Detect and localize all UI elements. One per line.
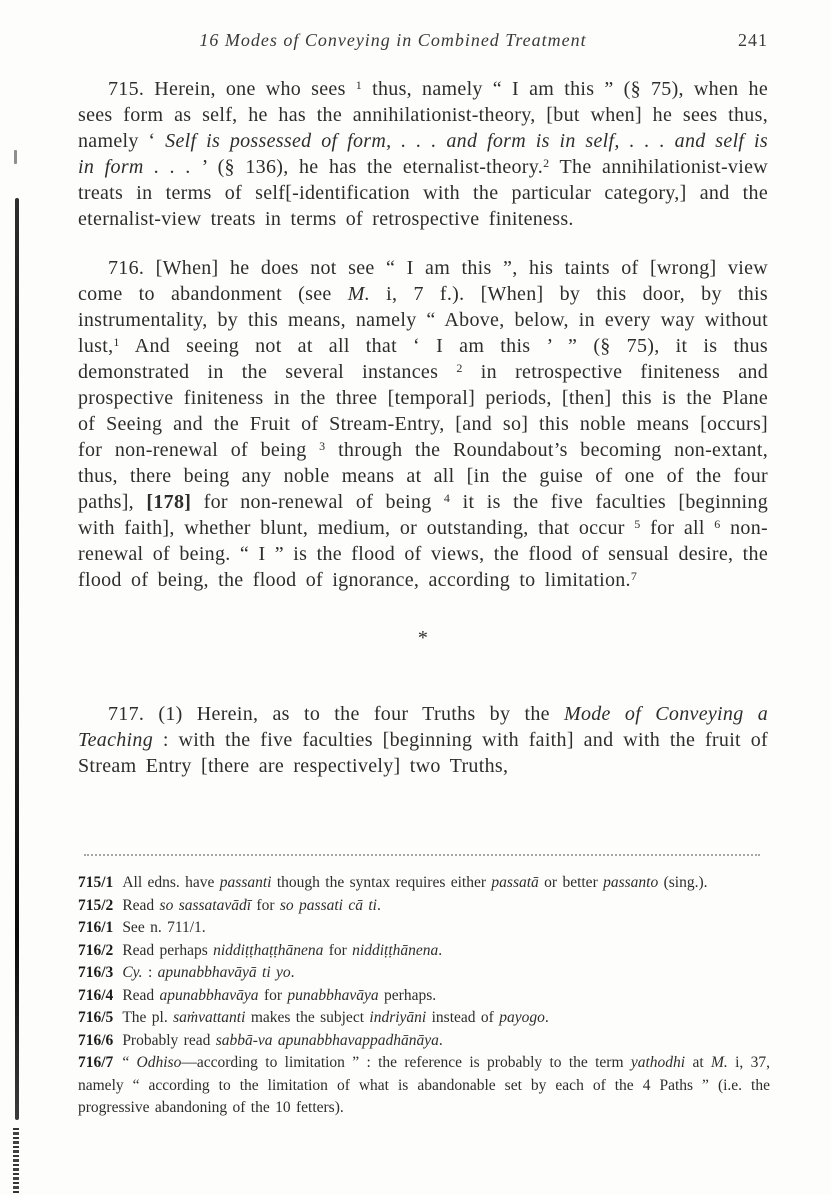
text-run: Cy. bbox=[122, 964, 143, 981]
text-run: niddiṭṭhaṭṭhānena bbox=[213, 941, 324, 959]
scan-artifact-dot bbox=[14, 150, 17, 164]
text-run: Probably read bbox=[122, 1031, 216, 1049]
footnote-label: 716/4 bbox=[78, 986, 114, 1004]
footnotes-list bbox=[78, 872, 770, 1120]
text-run: for bbox=[323, 941, 353, 959]
section-break-asterisk bbox=[78, 625, 768, 651]
text-run: or better bbox=[538, 874, 604, 891]
paragraph-716 bbox=[78, 255, 768, 593]
footnote-reference: 2 bbox=[456, 361, 463, 375]
footnote-label: 715/1 bbox=[78, 874, 114, 891]
footnote-reference: 1 bbox=[113, 335, 120, 349]
text-run: Read bbox=[122, 986, 160, 1004]
footnote-label: 716/1 bbox=[78, 919, 114, 936]
text-run: . bbox=[544, 1009, 549, 1026]
text-run: in retrospective finiteness and prospective finiteness in the three [temporal] periods, [then] this is the Plane of Seeing and the Fruit of Stream-Entry, [and so] this noble means [occurs] for non-renewal of being bbox=[78, 361, 769, 461]
text-run: The annihilationist-view treats in terms of self[-identification with the particular category,] and the eternalist-view treats in terms of retrospective finiteness. bbox=[78, 156, 768, 230]
text-run: for bbox=[251, 896, 280, 914]
text-run: yathodhi bbox=[630, 1054, 686, 1071]
text-run: M. bbox=[347, 283, 370, 305]
footnote-715-1 bbox=[78, 872, 770, 895]
footnote-label: 716/5 bbox=[78, 1009, 114, 1026]
text-run: All edns. have bbox=[122, 874, 220, 891]
text-run: instead of bbox=[426, 1009, 500, 1026]
text-run: though the syntax requires either bbox=[271, 874, 492, 891]
footnote-reference: 7 bbox=[630, 569, 638, 583]
footnote-reference: 5 bbox=[634, 517, 641, 531]
text-run: for all bbox=[640, 517, 715, 539]
text-run: Read bbox=[122, 896, 160, 914]
header-title: 16 Modes of Conveying in Combined Treatment bbox=[199, 30, 587, 50]
scan-artifact-line bbox=[15, 198, 19, 1120]
text-run: Read perhaps bbox=[122, 941, 214, 959]
text-run: through the Roundabout’s becoming non-extant, thus, there being any noble means at all [in the guise of one of the four paths], bbox=[78, 439, 768, 513]
text-run: thus, namely “ I am this ” (§ 75), when he sees form as self, he has the annihilationist-theory, [but when] he sees thus, namely ‘ bbox=[78, 78, 768, 152]
text-run: : with the five faculties [beginning with faith] and with the fruit of Stream Entry [there are respectively] two Truths, bbox=[78, 729, 768, 777]
footnote-label: 716/6 bbox=[78, 1031, 114, 1049]
text-run: non-renewal of being. “ I ” is the flood of views, the flood of sensual desire, the flood of being, the flood of ignorance, according to limitation. bbox=[78, 517, 768, 591]
text-run: for non-renewal of being bbox=[191, 491, 444, 513]
text-run: i, 37, namely “ according to the limitation of what is abandonable set by each of the 4 Paths ” (i.e. the progressive abandoning of the 10 fetters). bbox=[78, 1054, 770, 1116]
paragraph-717 bbox=[78, 701, 768, 779]
text-run: The pl. bbox=[122, 1009, 174, 1026]
text-run: passanti bbox=[219, 874, 272, 891]
text-run: See n. 711/1. bbox=[122, 919, 206, 936]
text-run: 717. (1) Herein, as to the four Truths by the bbox=[108, 703, 564, 725]
paragraph-715 bbox=[78, 76, 768, 232]
text-run: indriyāni bbox=[369, 1009, 427, 1026]
text-run: apunabbhavāya bbox=[159, 986, 259, 1004]
text-run: And seeing not at all that ‘ I am this ’ ” (§ 75), it is thus demonstrated in the several instances bbox=[78, 335, 768, 383]
footnote-716-2 bbox=[78, 940, 770, 963]
footnote-reference: 3 bbox=[319, 439, 326, 453]
text-run: M. bbox=[710, 1054, 728, 1071]
text-run: apunabbhavāyā ti yo bbox=[157, 964, 291, 981]
running-header bbox=[78, 30, 768, 54]
footnote-reference: 1 bbox=[355, 78, 363, 92]
footnote-716-5 bbox=[78, 1007, 770, 1030]
text-run: payogo bbox=[499, 1009, 545, 1026]
footnote-separator bbox=[84, 854, 760, 856]
footnote-716-1 bbox=[78, 917, 770, 940]
text-run: sabbā-va apunabbhavappadhānāya bbox=[215, 1031, 439, 1049]
text-run: saṁvattanti bbox=[173, 1009, 246, 1026]
footnote-reference: 4 bbox=[443, 491, 451, 505]
footnote-716-3 bbox=[78, 962, 770, 985]
page-number: 241 bbox=[738, 30, 768, 50]
footnote-label: 716/2 bbox=[78, 941, 114, 959]
text-run: for bbox=[258, 986, 288, 1004]
text-run: niddiṭṭhānena bbox=[352, 941, 439, 959]
body-text bbox=[78, 76, 768, 802]
text-run: passanto bbox=[603, 874, 659, 891]
text-run: passatā bbox=[491, 874, 539, 891]
footnote-label: 716/3 bbox=[78, 964, 114, 981]
text-run: Odhiso bbox=[136, 1054, 182, 1071]
text-run: ’ (§ 136), he has the eternalist-theory. bbox=[191, 156, 544, 178]
text-run: so sassatavādī bbox=[159, 896, 252, 914]
text-run: . bbox=[290, 964, 295, 981]
text-run: so passati cā ti bbox=[279, 896, 377, 914]
text-run: perhaps. bbox=[378, 986, 437, 1004]
footnote-715-2 bbox=[78, 895, 770, 918]
text-run: . bbox=[376, 896, 381, 914]
text-run: [178] bbox=[146, 491, 192, 513]
footnote-label: 715/2 bbox=[78, 896, 114, 914]
text-run: Mode of Conveying a Teaching bbox=[78, 703, 768, 751]
text-run: . bbox=[438, 941, 443, 959]
text-run: * bbox=[417, 627, 429, 649]
footnote-label: 716/7 bbox=[78, 1054, 114, 1071]
text-run: makes the subject bbox=[245, 1009, 370, 1026]
text-run: “ bbox=[122, 1054, 137, 1071]
text-run: —according to limitation ” : the reference is probably to the term bbox=[181, 1054, 631, 1071]
text-run: 715. Herein, one who sees bbox=[108, 78, 356, 100]
text-run: Self is possessed of form, . . . and form is in self, . . . and self is in form . . . bbox=[78, 130, 768, 178]
footnote-reference: 2 bbox=[543, 156, 550, 170]
text-run: it is the five faculties [beginning with faith], whether blunt, medium, or outstanding, that occur bbox=[78, 491, 769, 539]
text-run: i, 7 f.). [When] by this door, by this instrumentality, by this means, namely “ Above, below, in every way without lust, bbox=[78, 283, 768, 357]
text-run: (sing.). bbox=[658, 874, 708, 891]
footnote-716-6 bbox=[78, 1030, 770, 1053]
footnote-reference: 6 bbox=[714, 517, 721, 531]
footnote-716-7 bbox=[78, 1052, 770, 1120]
text-run: at bbox=[685, 1054, 711, 1071]
text-run: : bbox=[142, 964, 158, 981]
text-run: punabbhavāya bbox=[287, 986, 379, 1004]
scan-artifact-speckle bbox=[13, 1128, 19, 1194]
text-run: . bbox=[438, 1031, 443, 1049]
footnote-716-4 bbox=[78, 985, 770, 1008]
text-run: 716. [When] he does not see “ I am this ”, his taints of [wrong] view come to abandonment (see bbox=[78, 257, 768, 305]
